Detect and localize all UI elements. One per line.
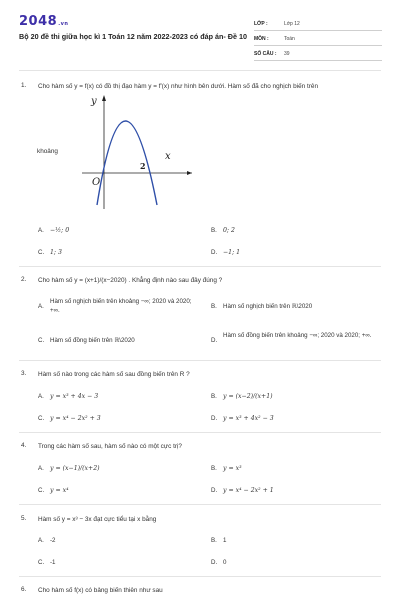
option-letter: C. bbox=[38, 249, 45, 256]
option-text: -2 bbox=[50, 537, 56, 544]
option-letter: C. bbox=[38, 559, 45, 566]
option-text: y = (x−2)/(x+1) bbox=[223, 393, 273, 400]
question-divider bbox=[19, 432, 381, 433]
option-text: y = x⁴ bbox=[50, 487, 69, 494]
question-text: Hàm số y = x³ − 3x đạt cực tiểu tại x bằng bbox=[38, 516, 157, 523]
option-letter: B. bbox=[211, 465, 217, 472]
option-text: −1; 1 bbox=[223, 249, 241, 256]
option-letter: A. bbox=[38, 465, 44, 472]
option-text: y = x³ + 4x − 3 bbox=[50, 393, 99, 400]
question-number: 1. bbox=[21, 82, 27, 89]
meta-value: Lớp 12 bbox=[284, 21, 300, 27]
option-letter: D. bbox=[211, 415, 218, 422]
option-text: Hàm số nghịch biến trên khoảng −∞; 2020 và 2020; +∞. bbox=[50, 298, 192, 314]
logo-text: 2048 bbox=[19, 14, 58, 29]
meta-row-count bbox=[254, 46, 382, 61]
question-text: Hàm số nào trong các hàm số sau đồng biến trên R ? bbox=[38, 371, 190, 378]
option-letter: B. bbox=[211, 303, 217, 310]
option-letter: A. bbox=[38, 303, 44, 310]
option-text: y = x⁴ − 2x² + 1 bbox=[223, 487, 274, 494]
question-divider bbox=[19, 266, 381, 267]
option-letter: B. bbox=[211, 537, 217, 544]
option-letter: D. bbox=[211, 559, 218, 566]
option-text: Hàm số đồng biến trên khoảng −∞; 2020 và 2020; +∞. bbox=[223, 332, 372, 339]
meta-row-subject bbox=[254, 31, 382, 46]
question-number: 5. bbox=[21, 515, 27, 522]
question-number: 2. bbox=[21, 276, 27, 283]
meta-row-class bbox=[254, 16, 382, 31]
x-axis-arrow bbox=[187, 171, 192, 175]
header-divider bbox=[19, 70, 381, 71]
document-title: Bộ 20 đề thi giữa học kì 1 Toán 12 năm 2022-2023 có đáp án- Đề 10 bbox=[19, 32, 247, 41]
option-letter: B. bbox=[211, 227, 217, 234]
question-divider bbox=[19, 576, 381, 577]
derivative-curve bbox=[97, 121, 157, 205]
option-letter: C. bbox=[38, 487, 45, 494]
site-logo[interactable] bbox=[19, 14, 68, 29]
question-divider bbox=[19, 360, 381, 361]
y-axis-label: y bbox=[91, 96, 97, 107]
exam-meta bbox=[254, 16, 382, 61]
derivative-graph bbox=[82, 91, 192, 211]
option-letter: D. bbox=[211, 337, 218, 344]
option-text: y = x³ bbox=[223, 465, 242, 472]
meta-key: SỐ CÂU : bbox=[254, 51, 277, 57]
question-text: Cho hàm số y = f(x) có đồ thị đạo hàm y = f′(x) như hình bên dưới. Hàm số đã cho nghịch biến trên bbox=[38, 83, 319, 90]
x-axis-label: x bbox=[165, 151, 171, 162]
question-text: Cho hàm số y = (x+1)/(x−2020) . Khẳng định nào sau đây đúng ? bbox=[38, 277, 223, 284]
question-number: 3. bbox=[21, 370, 27, 377]
option-text: 0 bbox=[223, 559, 227, 566]
option-text: -1 bbox=[50, 559, 56, 566]
question-number: 6. bbox=[21, 586, 27, 593]
option-text: Hàm số đồng biến trên ℝ\2020 bbox=[50, 337, 135, 344]
option-letter: D. bbox=[211, 249, 218, 256]
question-divider bbox=[19, 504, 381, 505]
question-number: 4. bbox=[21, 442, 27, 449]
question-trailing-text: khoảng bbox=[37, 148, 58, 155]
option-text: y = x⁴ − 2x² + 3 bbox=[50, 415, 101, 422]
meta-value: Toán bbox=[284, 36, 295, 42]
option-letter: A. bbox=[38, 227, 44, 234]
question-text: Trong các hàm số sau, hàm số nào có một cực trị? bbox=[38, 443, 182, 450]
x-tick-2: 2 bbox=[140, 161, 146, 171]
option-text: −½; 0 bbox=[50, 227, 70, 234]
option-letter: A. bbox=[38, 537, 44, 544]
option-text: y = (x−1)/(x+2) bbox=[50, 465, 100, 472]
meta-key: MÔN : bbox=[254, 36, 269, 42]
option-letter: D. bbox=[211, 487, 218, 494]
option-letter: C. bbox=[38, 415, 45, 422]
question-text: Cho hàm số f(x) có bảng biến thiên như sau bbox=[38, 587, 163, 594]
option-text: 1 bbox=[223, 537, 227, 544]
meta-value: 39 bbox=[284, 51, 290, 57]
option-letter: A. bbox=[38, 393, 44, 400]
option-text: Hàm số nghịch biến trên ℝ\2020 bbox=[223, 303, 313, 310]
option-text: 1; 3 bbox=[50, 249, 62, 256]
option-letter: C. bbox=[38, 337, 45, 344]
meta-key: LỚP : bbox=[254, 21, 268, 27]
option-text: y = x³ + 4x² − 3 bbox=[223, 415, 274, 422]
logo-suffix: .vn bbox=[58, 21, 69, 27]
y-axis-arrow bbox=[102, 95, 106, 101]
option-text: 0; 2 bbox=[223, 227, 235, 234]
origin-label: O bbox=[92, 177, 101, 188]
option-letter: B. bbox=[211, 393, 217, 400]
